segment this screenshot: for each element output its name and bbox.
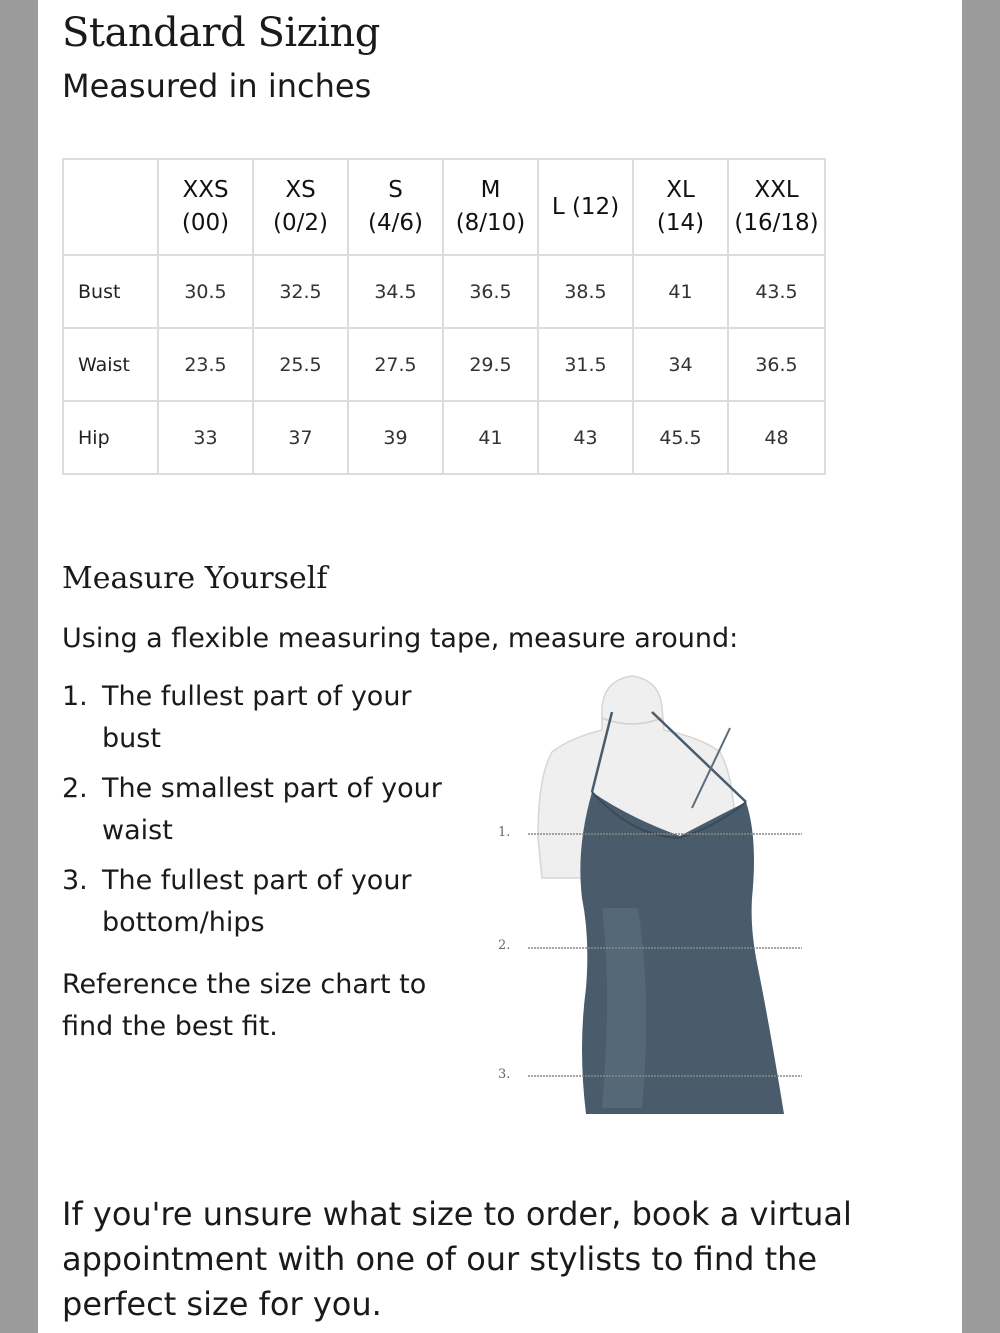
reference-note: Reference the size chart to find the best fit.: [62, 969, 427, 1042]
list-item: 3. The fullest part of your bottom/hips: [62, 865, 412, 938]
table-cell: 36.5: [443, 255, 538, 328]
table-cell: 43: [538, 401, 633, 474]
table-header-row: [63, 159, 825, 255]
row-label-hip: Hip: [63, 401, 158, 474]
table-row: [63, 255, 825, 328]
table-cell: 43.5: [728, 255, 825, 328]
header-cell: XXL (16/18): [728, 159, 825, 255]
size-chart-table: [62, 158, 826, 475]
table-cell: 31.5: [538, 328, 633, 401]
table-cell: 30.5: [158, 255, 253, 328]
table-cell: 34.5: [348, 255, 443, 328]
table-cell: 41: [443, 401, 538, 474]
figure-label-2: 2.: [498, 938, 511, 953]
row-label-bust: Bust: [63, 255, 158, 328]
measure-steps-list: [62, 676, 442, 952]
table-cell: 34: [633, 328, 728, 401]
page-subtitle: Measured in inches: [62, 67, 372, 105]
list-item: 1. The fullest part of your bust: [62, 681, 412, 754]
table-cell: 23.5: [158, 328, 253, 401]
header-cell: XL (14): [633, 159, 728, 255]
header-corner-cell: [63, 159, 158, 255]
table-cell: 37: [253, 401, 348, 474]
table-cell: 48: [728, 401, 825, 474]
row-label-waist: Waist: [63, 328, 158, 401]
figure-label-3: 3.: [498, 1067, 511, 1082]
page-title: Standard Sizing: [62, 10, 380, 56]
dress-form-illustration: [452, 668, 802, 1120]
header-cell: S (4/6): [348, 159, 443, 255]
table-cell: 39: [348, 401, 443, 474]
table-cell: 36.5: [728, 328, 825, 401]
figure-label-1: 1.: [498, 825, 511, 840]
header-cell: XXS (00): [158, 159, 253, 255]
stylist-appointment-note: If you're unsure what size to order, book a virtual appointment with one of our stylists to find the perfect size for you.: [62, 1195, 852, 1323]
table-cell: 27.5: [348, 328, 443, 401]
table-row: [63, 401, 825, 474]
table-cell: 29.5: [443, 328, 538, 401]
table-cell: 45.5: [633, 401, 728, 474]
table-cell: 32.5: [253, 255, 348, 328]
table-row: [63, 328, 825, 401]
measure-intro: Using a flexible measuring tape, measure around:: [62, 623, 739, 654]
header-cell: M (8/10): [443, 159, 538, 255]
measurement-figure: [452, 668, 802, 1120]
table-cell: 25.5: [253, 328, 348, 401]
list-item: 2. The smallest part of your waist: [62, 773, 442, 846]
header-cell: L (12): [538, 159, 633, 255]
measure-yourself-heading: Measure Yourself: [62, 561, 328, 596]
dress-highlight: [602, 908, 646, 1108]
table-cell: 33: [158, 401, 253, 474]
table-cell: 38.5: [538, 255, 633, 328]
header-cell: XS (0/2): [253, 159, 348, 255]
table-cell: 41: [633, 255, 728, 328]
